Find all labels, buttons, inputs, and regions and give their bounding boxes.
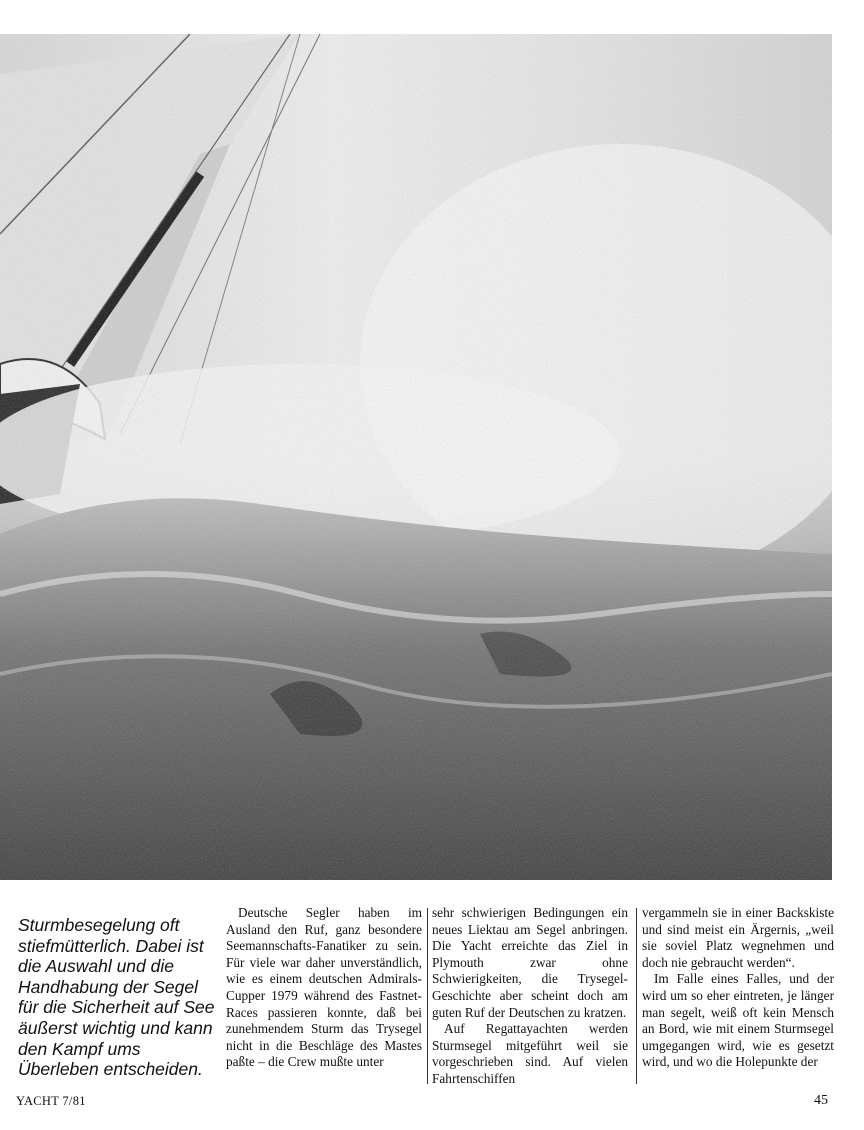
- paragraph: vergammeln sie in einer Backskiste und sind meist ein Ärgernis, „weil sie soviel Platz wegnehmen und doch nie gebraucht werden“.: [642, 905, 834, 970]
- paragraph: Im Falle eines Falles, und der wird um so eher eintreten, je länger man segelt, weiß oft kein Mensch an Bord, wie mit einem Sturmsegel umgegangen wird, wie es gesetzt wird, und wo die Holepunkte der: [642, 971, 834, 1070]
- column-divider: [427, 908, 428, 1084]
- paragraph: Deutsche Segler haben im Ausland den Ruf, ganz besondere Seemannschafts-Fanatiker zu sein. Für viele war daher unverständlich, wie es einem deutschen Admirals-Cupper 1979 während des Fastnet-Races passieren konnte, daß bei zunehmendem Sturm das Trysegel nicht in die Beschläge des Mastes paßte – die Crew mußte unter: [226, 905, 422, 1070]
- text-column-1: [226, 905, 422, 1071]
- paragraph: Auf Regattayachten werden Sturmsegel mitgeführt weil sie vorgeschrieben sind. Auf vielen Fahrtenschiffen: [432, 1021, 628, 1086]
- photo-caption: Sturmbesegelung oft stiefmütterlich. Dabei ist die Auswahl und die Handhabung der Segel für die Sicherheit auf See äußerst wichtig und kann den Kampf ums Überleben entscheiden.: [18, 915, 215, 1080]
- issue-label: YACHT 7/81: [16, 1094, 86, 1108]
- page-number: 45: [814, 1093, 828, 1108]
- storm-sailing-photo: [0, 34, 832, 880]
- text-column-3: [642, 905, 834, 1071]
- paragraph: sehr schwierigen Bedingungen ein neues Liektau am Segel anbringen. Die Yacht erreichte das Ziel in Plymouth zwar ohne Schwierigkeiten, die Trysegel-Geschichte aber scheint doch am guten Ruf der Deutschen zu kratzen.: [432, 905, 628, 1020]
- photo-illustration: [0, 34, 832, 880]
- text-column-2: [432, 905, 628, 1088]
- column-divider: [636, 908, 637, 1084]
